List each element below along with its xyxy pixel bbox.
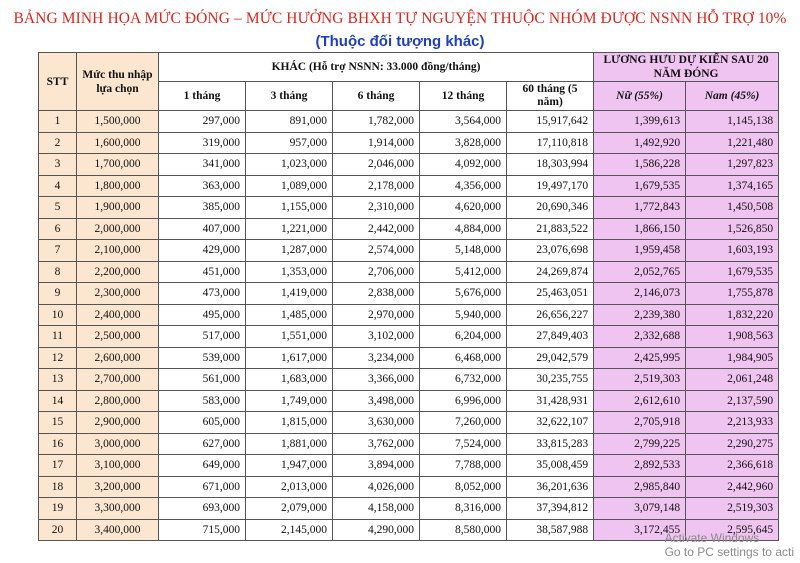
stt-cell: 13 [39, 369, 77, 391]
stt-cell: 12 [39, 347, 77, 369]
month-1-cell: 517,000 [159, 326, 246, 348]
table-row [39, 390, 779, 412]
month-3-cell: 1,551,000 [246, 326, 333, 348]
pension-male-cell: 1,679,535 [686, 261, 779, 283]
table-row [39, 326, 779, 348]
stt-cell: 4 [39, 175, 77, 197]
stt-cell: 9 [39, 283, 77, 305]
income-cell: 2,100,000 [77, 240, 159, 262]
month-6-cell: 4,026,000 [333, 476, 420, 498]
month-12-cell: 6,204,000 [420, 326, 507, 348]
income-cell: 2,300,000 [77, 283, 159, 305]
pension-female-cell: 2,332,688 [594, 326, 686, 348]
month-3-cell: 1,749,000 [246, 390, 333, 412]
month-1-cell: 319,000 [159, 132, 246, 154]
month-6-cell: 1,914,000 [333, 132, 420, 154]
income-cell: 2,000,000 [77, 218, 159, 240]
month-60-cell: 21,883,522 [507, 218, 594, 240]
income-cell: 3,300,000 [77, 498, 159, 520]
stt-cell: 5 [39, 197, 77, 219]
pension-female-cell: 2,799,225 [594, 433, 686, 455]
month-1-cell: 451,000 [159, 261, 246, 283]
stt-cell: 10 [39, 304, 77, 326]
stt-cell: 6 [39, 218, 77, 240]
month-6-cell: 2,706,000 [333, 261, 420, 283]
month-1-cell: 429,000 [159, 240, 246, 262]
month-60-cell: 33,815,283 [507, 433, 594, 455]
month-60-cell: 35,008,459 [507, 455, 594, 477]
month-60-cell: 30,235,755 [507, 369, 594, 391]
month-1-cell: 363,000 [159, 175, 246, 197]
income-cell: 3,400,000 [77, 519, 159, 541]
month-60-cell: 38,587,988 [507, 519, 594, 541]
month-6-cell: 3,630,000 [333, 412, 420, 434]
table-row [39, 283, 779, 305]
month-1-cell: 583,000 [159, 390, 246, 412]
table-row [39, 154, 779, 176]
month-12-cell: 3,828,000 [420, 132, 507, 154]
month-12-cell: 5,940,000 [420, 304, 507, 326]
month-60-cell: 32,622,107 [507, 412, 594, 434]
income-cell: 2,400,000 [77, 304, 159, 326]
income-cell: 1,900,000 [77, 197, 159, 219]
month-6-cell: 4,158,000 [333, 498, 420, 520]
month-6-cell: 3,234,000 [333, 347, 420, 369]
month-12-cell: 4,092,000 [420, 154, 507, 176]
pension-male-cell: 1,755,878 [686, 283, 779, 305]
month-1-cell: 605,000 [159, 412, 246, 434]
pension-male-cell: 2,213,933 [686, 412, 779, 434]
table-body [39, 111, 779, 541]
income-cell: 1,800,000 [77, 175, 159, 197]
month-12-cell: 4,356,000 [420, 175, 507, 197]
pension-female-cell: 2,519,303 [594, 369, 686, 391]
income-cell: 2,200,000 [77, 261, 159, 283]
header-group: KHÁC (Hỗ trợ NSNN: 33.000 đồng/tháng) [159, 53, 594, 82]
table-row [39, 132, 779, 154]
month-1-cell: 341,000 [159, 154, 246, 176]
month-60-cell: 37,394,812 [507, 498, 594, 520]
month-3-cell: 1,089,000 [246, 175, 333, 197]
month-60-cell: 36,201,636 [507, 476, 594, 498]
stt-cell: 18 [39, 476, 77, 498]
table-row [39, 455, 779, 477]
month-12-cell: 8,052,000 [420, 476, 507, 498]
pension-male-cell: 2,519,303 [686, 498, 779, 520]
month-60-cell: 15,917,642 [507, 111, 594, 133]
income-cell: 2,800,000 [77, 390, 159, 412]
month-60-cell: 20,690,346 [507, 197, 594, 219]
income-cell: 1,600,000 [77, 132, 159, 154]
contribution-table [38, 52, 779, 541]
table-row [39, 412, 779, 434]
month-12-cell: 5,676,000 [420, 283, 507, 305]
month-12-cell: 3,564,000 [420, 111, 507, 133]
income-cell: 1,700,000 [77, 154, 159, 176]
pension-male-cell: 2,595,645 [686, 519, 779, 541]
month-1-cell: 649,000 [159, 455, 246, 477]
month-6-cell: 2,178,000 [333, 175, 420, 197]
month-6-cell: 3,366,000 [333, 369, 420, 391]
header-income: Mức thu nhập lựa chọn [77, 53, 159, 111]
month-3-cell: 1,155,000 [246, 197, 333, 219]
stt-cell: 20 [39, 519, 77, 541]
header-12-months: 12 tháng [420, 82, 507, 111]
pension-female-cell: 3,079,148 [594, 498, 686, 520]
table-row [39, 347, 779, 369]
header-6-months: 6 tháng [333, 82, 420, 111]
month-12-cell: 7,524,000 [420, 433, 507, 455]
stt-cell: 14 [39, 390, 77, 412]
pension-female-cell: 1,492,920 [594, 132, 686, 154]
table-row [39, 175, 779, 197]
page-title: BẢNG MINH HỌA MỨC ĐÓNG – MỨC HƯỞNG BHXH TỰ NGUYỆN THUỘC NHÓM ĐƯỢC NSNN HỖ TRỢ 10% [13, 10, 787, 27]
month-6-cell: 2,574,000 [333, 240, 420, 262]
pension-male-cell: 2,366,618 [686, 455, 779, 477]
table-row [39, 476, 779, 498]
pension-male-cell: 1,450,508 [686, 197, 779, 219]
month-3-cell: 891,000 [246, 111, 333, 133]
month-1-cell: 693,000 [159, 498, 246, 520]
header-3-months: 3 tháng [246, 82, 333, 111]
month-3-cell: 1,617,000 [246, 347, 333, 369]
month-3-cell: 1,287,000 [246, 240, 333, 262]
header-female: Nữ (55%) [594, 82, 686, 111]
header-male: Nam (45%) [686, 82, 779, 111]
pension-male-cell: 1,526,850 [686, 218, 779, 240]
month-3-cell: 1,815,000 [246, 412, 333, 434]
month-12-cell: 7,260,000 [420, 412, 507, 434]
month-3-cell: 957,000 [246, 132, 333, 154]
header-row-top [39, 53, 779, 82]
month-60-cell: 29,042,579 [507, 347, 594, 369]
month-1-cell: 715,000 [159, 519, 246, 541]
income-cell: 3,200,000 [77, 476, 159, 498]
month-6-cell: 2,442,000 [333, 218, 420, 240]
pension-female-cell: 1,679,535 [594, 175, 686, 197]
month-6-cell: 3,498,000 [333, 390, 420, 412]
month-1-cell: 561,000 [159, 369, 246, 391]
pension-male-cell: 1,374,165 [686, 175, 779, 197]
pension-female-cell: 2,146,073 [594, 283, 686, 305]
month-1-cell: 627,000 [159, 433, 246, 455]
month-1-cell: 297,000 [159, 111, 246, 133]
table-row [39, 369, 779, 391]
month-1-cell: 385,000 [159, 197, 246, 219]
month-6-cell: 3,762,000 [333, 433, 420, 455]
month-6-cell: 2,310,000 [333, 197, 420, 219]
header-stt: STT [39, 53, 77, 111]
month-6-cell: 2,046,000 [333, 154, 420, 176]
month-3-cell: 2,079,000 [246, 498, 333, 520]
month-12-cell: 4,884,000 [420, 218, 507, 240]
pension-female-cell: 2,425,995 [594, 347, 686, 369]
pension-male-cell: 1,221,480 [686, 132, 779, 154]
table-row [39, 240, 779, 262]
activation-watermark [665, 531, 794, 559]
pension-male-cell: 1,603,193 [686, 240, 779, 262]
pension-male-cell: 1,297,823 [686, 154, 779, 176]
header-1-month: 1 tháng [159, 82, 246, 111]
income-cell: 3,000,000 [77, 433, 159, 455]
pension-male-cell: 2,137,590 [686, 390, 779, 412]
month-1-cell: 473,000 [159, 283, 246, 305]
month-12-cell: 5,148,000 [420, 240, 507, 262]
table-row [39, 433, 779, 455]
pension-male-cell: 1,832,220 [686, 304, 779, 326]
stt-cell: 2 [39, 132, 77, 154]
page-subtitle: (Thuộc đối tượng khác) [315, 33, 485, 50]
pension-male-cell: 2,442,960 [686, 476, 779, 498]
table-row [39, 197, 779, 219]
month-3-cell: 2,145,000 [246, 519, 333, 541]
month-12-cell: 4,620,000 [420, 197, 507, 219]
table-row [39, 261, 779, 283]
stt-cell: 15 [39, 412, 77, 434]
table-row [39, 218, 779, 240]
watermark-line-1: Activate Windows [664, 531, 760, 545]
month-6-cell: 2,970,000 [333, 304, 420, 326]
month-12-cell: 8,316,000 [420, 498, 507, 520]
pension-female-cell: 2,705,918 [594, 412, 686, 434]
stt-cell: 1 [39, 111, 77, 133]
month-60-cell: 23,076,698 [507, 240, 594, 262]
pension-female-cell: 2,612,610 [594, 390, 686, 412]
stt-cell: 19 [39, 498, 77, 520]
income-cell: 2,600,000 [77, 347, 159, 369]
month-3-cell: 1,023,000 [246, 154, 333, 176]
month-60-cell: 17,110,818 [507, 132, 594, 154]
month-3-cell: 2,013,000 [246, 476, 333, 498]
month-3-cell: 1,683,000 [246, 369, 333, 391]
stt-cell: 16 [39, 433, 77, 455]
watermark-line-2: Go to PC settings to acti [664, 545, 794, 559]
pension-male-cell: 1,908,563 [686, 326, 779, 348]
month-6-cell: 2,838,000 [333, 283, 420, 305]
month-1-cell: 495,000 [159, 304, 246, 326]
table-row [39, 498, 779, 520]
pension-female-cell: 1,959,458 [594, 240, 686, 262]
header-60-months: 60 tháng (5 năm) [507, 82, 594, 111]
table-row [39, 304, 779, 326]
month-1-cell: 671,000 [159, 476, 246, 498]
income-cell: 2,700,000 [77, 369, 159, 391]
month-3-cell: 1,353,000 [246, 261, 333, 283]
month-12-cell: 6,732,000 [420, 369, 507, 391]
month-12-cell: 5,412,000 [420, 261, 507, 283]
month-6-cell: 3,102,000 [333, 326, 420, 348]
month-1-cell: 407,000 [159, 218, 246, 240]
pension-female-cell: 1,772,843 [594, 197, 686, 219]
header-pension: LƯƠNG HƯU DỰ KIẾN SAU 20 NĂM ĐÓNG [594, 53, 779, 82]
stt-cell: 7 [39, 240, 77, 262]
month-60-cell: 25,463,051 [507, 283, 594, 305]
month-6-cell: 3,894,000 [333, 455, 420, 477]
month-12-cell: 8,580,000 [420, 519, 507, 541]
pension-male-cell: 1,984,905 [686, 347, 779, 369]
table-row [39, 111, 779, 133]
stt-cell: 17 [39, 455, 77, 477]
month-60-cell: 27,849,403 [507, 326, 594, 348]
pension-female-cell: 2,985,840 [594, 476, 686, 498]
month-3-cell: 1,881,000 [246, 433, 333, 455]
pension-female-cell: 1,866,150 [594, 218, 686, 240]
stt-cell: 11 [39, 326, 77, 348]
pension-female-cell: 2,892,533 [594, 455, 686, 477]
month-60-cell: 18,303,994 [507, 154, 594, 176]
month-3-cell: 1,947,000 [246, 455, 333, 477]
month-12-cell: 6,996,000 [420, 390, 507, 412]
pension-female-cell: 2,239,380 [594, 304, 686, 326]
month-6-cell: 4,290,000 [333, 519, 420, 541]
month-6-cell: 1,782,000 [333, 111, 420, 133]
pension-female-cell: 2,052,765 [594, 261, 686, 283]
stt-cell: 8 [39, 261, 77, 283]
pension-male-cell: 1,145,138 [686, 111, 779, 133]
income-cell: 2,900,000 [77, 412, 159, 434]
income-cell: 3,100,000 [77, 455, 159, 477]
pension-male-cell: 2,290,275 [686, 433, 779, 455]
pension-female-cell: 1,586,228 [594, 154, 686, 176]
month-3-cell: 1,419,000 [246, 283, 333, 305]
month-12-cell: 7,788,000 [420, 455, 507, 477]
income-cell: 2,500,000 [77, 326, 159, 348]
month-60-cell: 24,269,874 [507, 261, 594, 283]
month-60-cell: 26,656,227 [507, 304, 594, 326]
stt-cell: 3 [39, 154, 77, 176]
month-60-cell: 31,428,931 [507, 390, 594, 412]
month-12-cell: 6,468,000 [420, 347, 507, 369]
pension-female-cell: 1,399,613 [594, 111, 686, 133]
month-3-cell: 1,221,000 [246, 218, 333, 240]
pension-female-cell: 3,172,455 [594, 519, 686, 541]
month-1-cell: 539,000 [159, 347, 246, 369]
month-60-cell: 19,497,170 [507, 175, 594, 197]
pension-male-cell: 2,061,248 [686, 369, 779, 391]
income-cell: 1,500,000 [77, 111, 159, 133]
month-3-cell: 1,485,000 [246, 304, 333, 326]
